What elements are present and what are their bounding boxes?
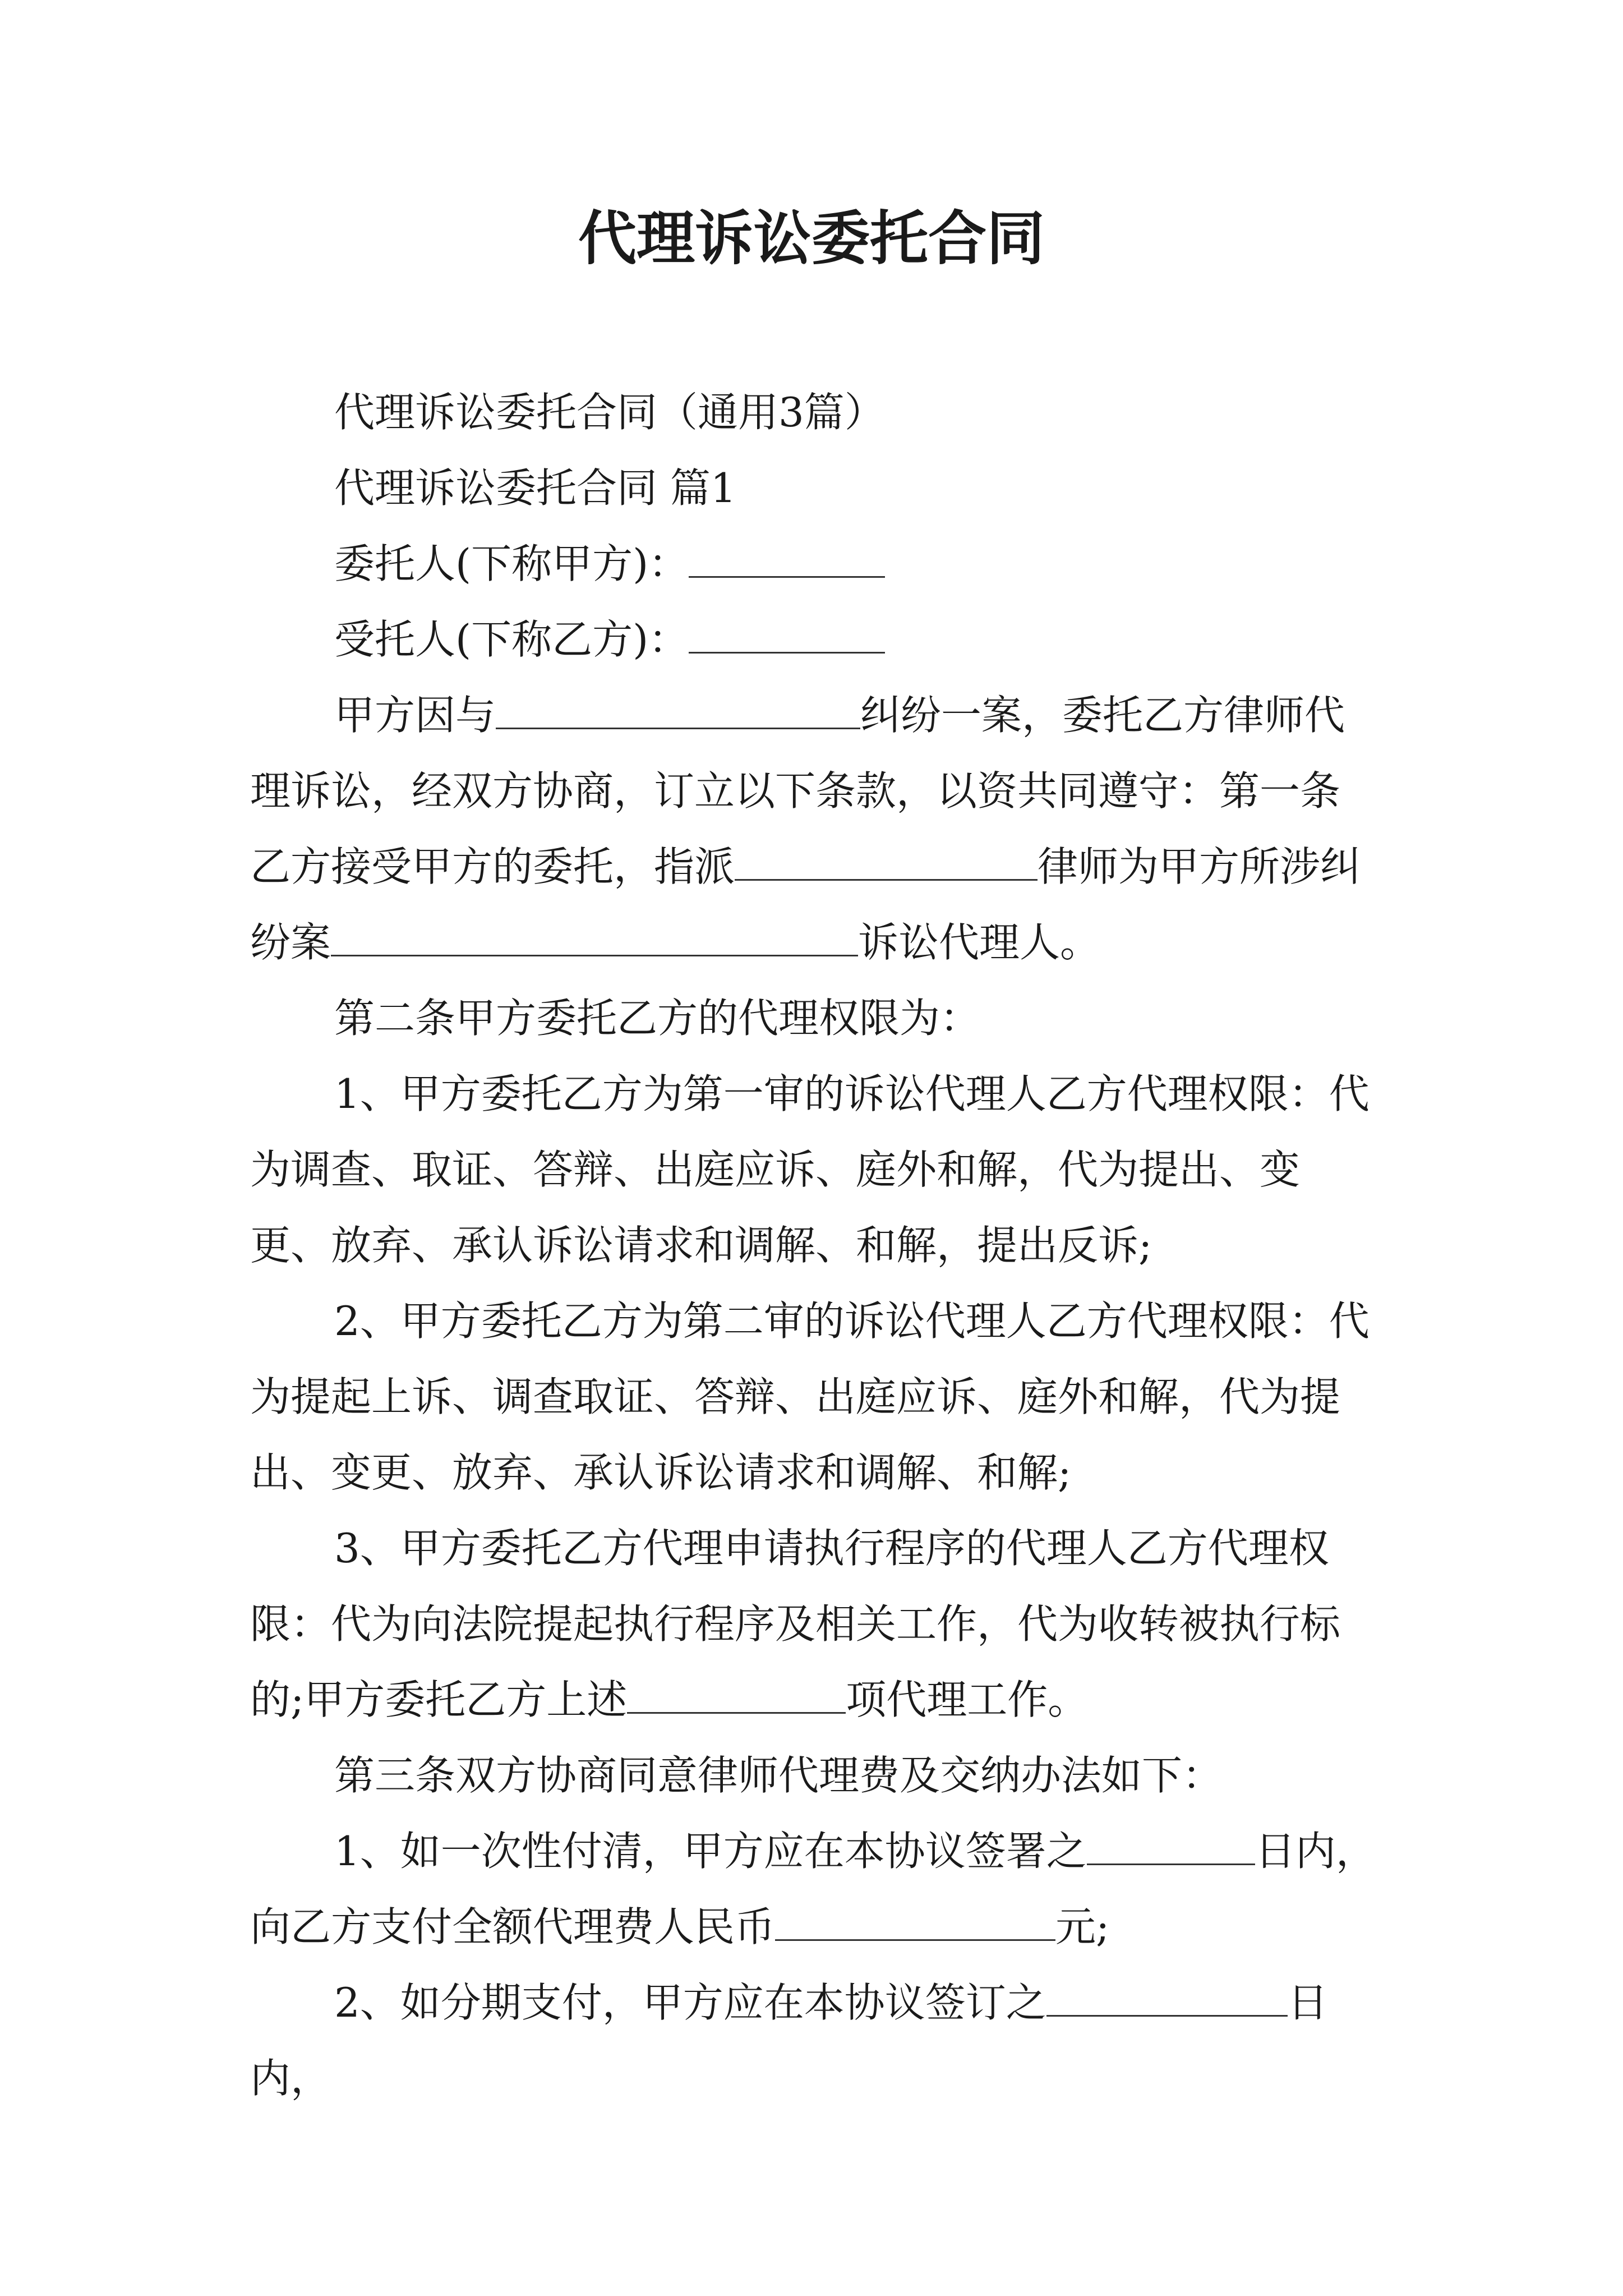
principal-label: 委托人(下称甲方)：: [334, 540, 689, 587]
paragraph-article-1: [250, 678, 1377, 981]
paragraph-payment-1: [250, 1814, 1377, 1965]
text-segment: 日内，向乙方支付全额代理费人民币: [250, 1828, 1376, 1950]
amount-blank: [775, 1899, 1055, 1941]
text-segment: 3、甲方委托乙方代理申请执行程序的代理人乙方代理权限：代为向法院提起执行程序及相关工作，代为收转被执行标的;甲方委托乙方上述: [250, 1525, 1341, 1723]
agent-label: 受托人(下称乙方)：: [334, 616, 689, 663]
paragraph-agent: [250, 602, 1377, 678]
text-segment: 律师为甲方所涉纠纷案: [250, 843, 1361, 966]
paragraph-item-1: 1、甲方委托乙方为第一审的诉讼代理人乙方代理权限：代为调查、取证、答辩、出庭应诉、庭外和解，代为提出、变更、放弃、承认诉讼请求和调解、和解，提出反诉;: [250, 1070, 1370, 1269]
days-blank: [1087, 1823, 1255, 1865]
text-segment: 1、如一次性付清，甲方应在本协议签署之: [334, 1828, 1087, 1875]
paragraph-heading-part1: 代理诉讼委托合同 篇1: [334, 464, 736, 512]
paragraph-article-2: 第二条甲方委托乙方的代理权限为：: [334, 995, 981, 1042]
text-segment: 纠纷一案，委托乙方律师代理诉讼，经双方协商，订立以下条款，以资共同遵守：第一条乙方接受甲方的委托，指派: [250, 692, 1345, 890]
document-title: 代理诉讼委托合同: [578, 204, 1045, 273]
principal-blank: [689, 536, 885, 578]
text-segment: 2、如分期支付，甲方应在本协议签订之: [334, 1979, 1046, 2026]
document-body: [250, 375, 1377, 2116]
lawyer-name-blank: [735, 839, 1038, 881]
paragraph-article-3: 第三条双方协商同意律师代理费及交纳办法如下：: [334, 1752, 1223, 1799]
text-segment: 甲方因与: [334, 692, 496, 739]
text-segment: 诉讼代理人。: [858, 919, 1101, 966]
text-segment: 元;: [1055, 1903, 1110, 1950]
paragraph-item-3: [250, 1511, 1377, 1738]
text-segment: 日内，: [250, 1979, 1328, 2102]
item-count-blank: [627, 1672, 846, 1714]
paragraph-item-2: 2、甲方委托乙方为第二审的诉讼代理人乙方代理权限：代为提起上诉、调查取证、答辩、出庭应诉、庭外和解，代为提出、变更、放弃、承认诉讼请求和调解、和解;: [250, 1297, 1370, 1496]
paragraph-payment-2: [250, 1965, 1377, 2116]
agent-blank: [689, 611, 885, 654]
paragraph-heading-set: 代理诉讼委托合同（通用3篇）: [334, 389, 885, 436]
paragraph-principal: [250, 526, 1377, 602]
installment-days-blank: [1046, 1975, 1288, 2017]
case-name-blank: [331, 914, 858, 956]
text-segment: 项代理工作。: [846, 1676, 1089, 1723]
dispute-party-blank: [496, 687, 860, 729]
